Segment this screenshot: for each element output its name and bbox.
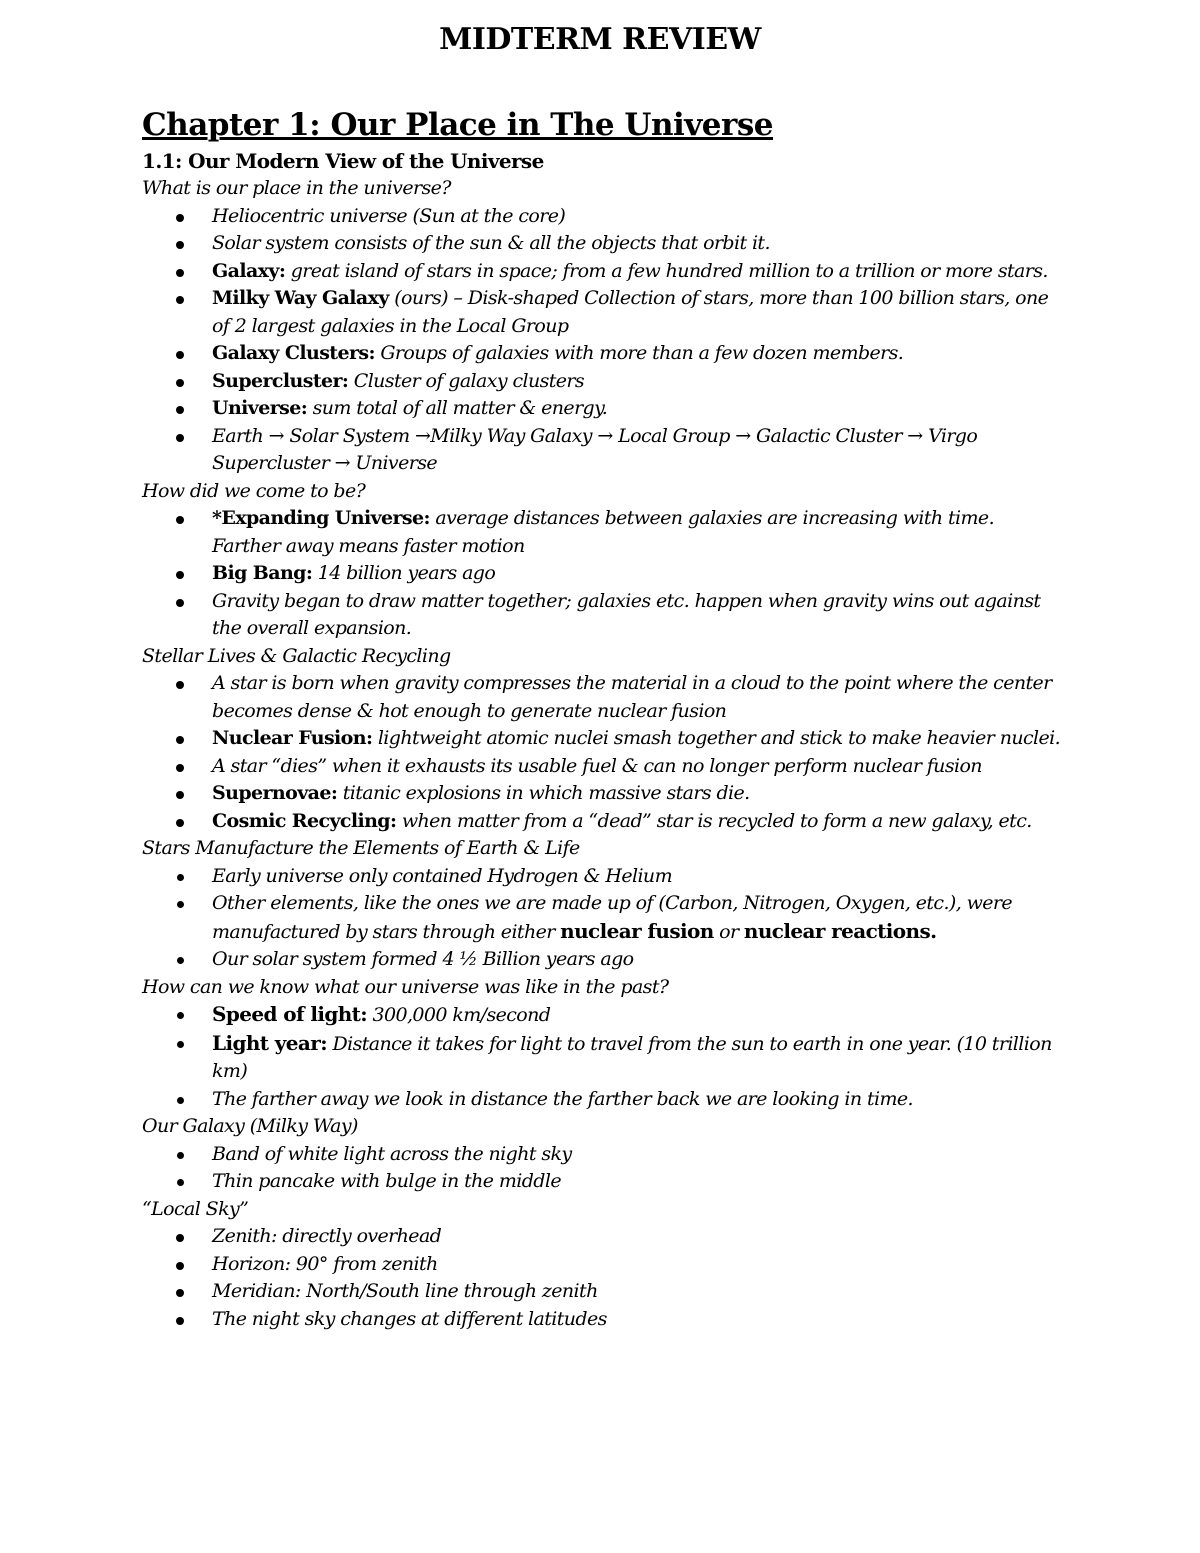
group-heading: Stellar Lives & Galactic Recycling xyxy=(142,644,451,667)
item-text: titanic explosions in which massive stars die. xyxy=(337,782,750,804)
item-text: Earth → Solar System →Milky Way Galaxy → Local Group → Galactic Cluster → Virgo Supercluster → Universe xyxy=(212,424,978,474)
item-text: (ours) – Disk-shaped Collection of stars, more than 100 billion stars, one of 2 largest galaxies in the Local Group xyxy=(212,287,1049,337)
term-label: Nuclear Fusion: xyxy=(212,727,373,749)
list-item xyxy=(142,340,1067,368)
term-label: Speed of light: xyxy=(212,1002,368,1026)
bullet-icon xyxy=(177,874,184,881)
list-item xyxy=(142,1251,1067,1279)
group-heading: Our Galaxy (Milky Way) xyxy=(142,1115,358,1137)
item-text: Cluster of galaxy clusters xyxy=(348,369,585,392)
item-text: Other elements, like the ones we are made up of (Carbon, Nitrogen, Oxygen, etc.), were manufactured by stars through either xyxy=(212,892,1013,943)
item-text: lightweight atomic nuclei smash together and stick to make heavier nuclei. xyxy=(372,727,1061,749)
item-text: A star is born when gravity compresses the material in a cloud to the point where the center becomes dense & hot enough to generate nuclear fusion xyxy=(212,672,1052,722)
bullet-icon xyxy=(177,957,184,964)
term-label: Big Bang: xyxy=(212,562,313,584)
item-text: Solar system consists of the sun & all the objects that orbit it. xyxy=(212,232,770,254)
emphasis-text: nuclear reactions. xyxy=(743,918,937,943)
bullet-icon xyxy=(177,1012,184,1019)
item-text: sum total of all matter & energy. xyxy=(307,397,608,419)
emphasis-text: nuclear fusion xyxy=(560,918,714,943)
list-item xyxy=(142,890,1067,946)
list-item xyxy=(142,560,1067,588)
bullet-icon xyxy=(176,241,184,249)
group-heading: Stars Manufacture the Elements of Earth & Life xyxy=(142,837,580,859)
bullet-icon xyxy=(176,1289,184,1297)
item-text: The night sky changes at different latitudes xyxy=(212,1307,607,1330)
group-heading: “Local Sky” xyxy=(142,1197,249,1220)
item-text: Groups of galaxies with more than a few dozen members. xyxy=(374,342,904,364)
group-heading: What is our place in the universe? xyxy=(142,177,451,199)
item-text: A star “dies” when it exhausts its usable fuel & can no longer perform nuclear fusion xyxy=(212,754,982,777)
bullet-icon xyxy=(176,764,184,772)
list-item xyxy=(142,1086,1067,1114)
bullet-icon xyxy=(176,434,184,442)
item-text: The farther away we look in distance the farther back we are looking in time. xyxy=(212,1087,913,1110)
term-label: Light year: xyxy=(212,1030,328,1055)
item-text: 300,000 km/second xyxy=(367,1004,551,1026)
item-text: Horizon: 90° from zenith xyxy=(212,1252,438,1275)
bullet-icon xyxy=(176,296,184,304)
item-text: Thin pancake with bulge in the middle xyxy=(212,1170,561,1192)
list-item xyxy=(142,1001,1067,1030)
list-item xyxy=(142,203,1067,231)
bullet-icon xyxy=(176,599,184,607)
list-item xyxy=(142,423,1067,478)
bullet-list xyxy=(142,1223,1067,1333)
bullet-icon xyxy=(176,214,184,222)
list-item xyxy=(142,588,1067,643)
bullet-icon xyxy=(176,736,184,744)
list-item xyxy=(142,1141,1067,1169)
outline-groups xyxy=(142,175,1067,1333)
bullet-icon xyxy=(176,351,184,359)
item-text: Distance it takes for light to travel from the sun to earth in one year. (10 trillion km) xyxy=(212,1032,1052,1082)
item-text: average distances between galaxies are increasing with time. Farther away means faster motion xyxy=(212,507,995,557)
bullet-icon xyxy=(176,1234,184,1242)
list-item xyxy=(142,505,1067,560)
item-text: when matter from a “dead” star is recycled to form a new galaxy, etc. xyxy=(396,809,1032,832)
bullet-list xyxy=(142,505,1067,643)
list-item xyxy=(142,285,1067,340)
term-label: Supernovae: xyxy=(212,782,338,804)
item-text: or xyxy=(713,920,744,943)
bullet-icon xyxy=(177,1152,184,1159)
term-label: Milky Way Galaxy xyxy=(212,287,389,309)
bullet-icon xyxy=(176,791,184,799)
group-heading: How did we come to be? xyxy=(142,479,366,502)
bullet-icon xyxy=(176,379,184,387)
list-item xyxy=(142,1306,1067,1334)
item-text: great island of stars in space; from a few hundred million to a trillion or more stars. xyxy=(285,259,1048,282)
list-item xyxy=(142,1278,1067,1306)
list-item xyxy=(142,863,1067,891)
item-text: Gravity began to draw matter together; galaxies etc. happen when gravity wins out against the overall expansion. xyxy=(212,589,1041,639)
list-item xyxy=(142,946,1067,974)
bullet-icon xyxy=(176,1317,184,1325)
bullet-icon xyxy=(177,901,184,908)
document-title: MIDTERM REVIEW xyxy=(439,22,761,57)
bullet-icon xyxy=(176,571,184,579)
item-text: Heliocentric universe (Sun at the core) xyxy=(212,204,566,227)
item-text: 14 billion years ago xyxy=(312,562,496,584)
item-text: Meridian: North/South line through zenith xyxy=(212,1280,598,1302)
term-label: *Expanding Universe: xyxy=(212,507,430,529)
group-heading: How can we know what our universe was like in the past? xyxy=(142,975,669,998)
list-item xyxy=(142,230,1067,258)
item-text: Band of white light across the night sky xyxy=(212,1142,572,1165)
term-label: Supercluster: xyxy=(212,369,349,392)
bullet-icon xyxy=(177,1179,184,1186)
list-item xyxy=(142,808,1067,836)
item-text: Zenith: directly overhead xyxy=(212,1225,442,1247)
list-item xyxy=(142,1168,1067,1196)
bullet-icon xyxy=(177,1041,184,1048)
term-label: Galaxy Clusters: xyxy=(212,342,375,364)
list-item xyxy=(142,1223,1067,1251)
term-label: Galaxy: xyxy=(212,259,286,282)
list-item xyxy=(142,670,1067,725)
item-text: Early universe only contained Hydrogen & Helium xyxy=(212,864,672,887)
list-item xyxy=(142,395,1067,423)
list-item xyxy=(142,753,1067,781)
bullet-list xyxy=(142,863,1067,974)
section-title: 1.1: Our Modern View of the Universe xyxy=(142,149,544,173)
bullet-icon xyxy=(177,1097,184,1104)
list-item xyxy=(142,780,1067,808)
list-item xyxy=(142,1030,1067,1086)
bullet-list xyxy=(142,203,1067,478)
list-item xyxy=(142,725,1067,753)
bullet-icon xyxy=(176,406,184,414)
item-text: Our solar system formed 4 ½ Billion years ago xyxy=(212,948,634,970)
document-body xyxy=(142,103,1067,1333)
bullet-icon xyxy=(176,1262,184,1270)
bullet-list xyxy=(142,1141,1067,1196)
bullet-icon xyxy=(176,516,184,524)
bullet-list xyxy=(142,670,1067,835)
term-label: Cosmic Recycling: xyxy=(212,809,397,832)
bullet-icon xyxy=(176,819,184,827)
list-item xyxy=(142,258,1067,286)
chapter-title: Chapter 1: Our Place in The Universe xyxy=(142,107,774,143)
bullet-icon xyxy=(176,681,184,689)
list-item xyxy=(142,368,1067,396)
bullet-icon xyxy=(176,269,184,277)
term-label: Universe: xyxy=(212,397,308,419)
bullet-list xyxy=(142,1001,1067,1113)
